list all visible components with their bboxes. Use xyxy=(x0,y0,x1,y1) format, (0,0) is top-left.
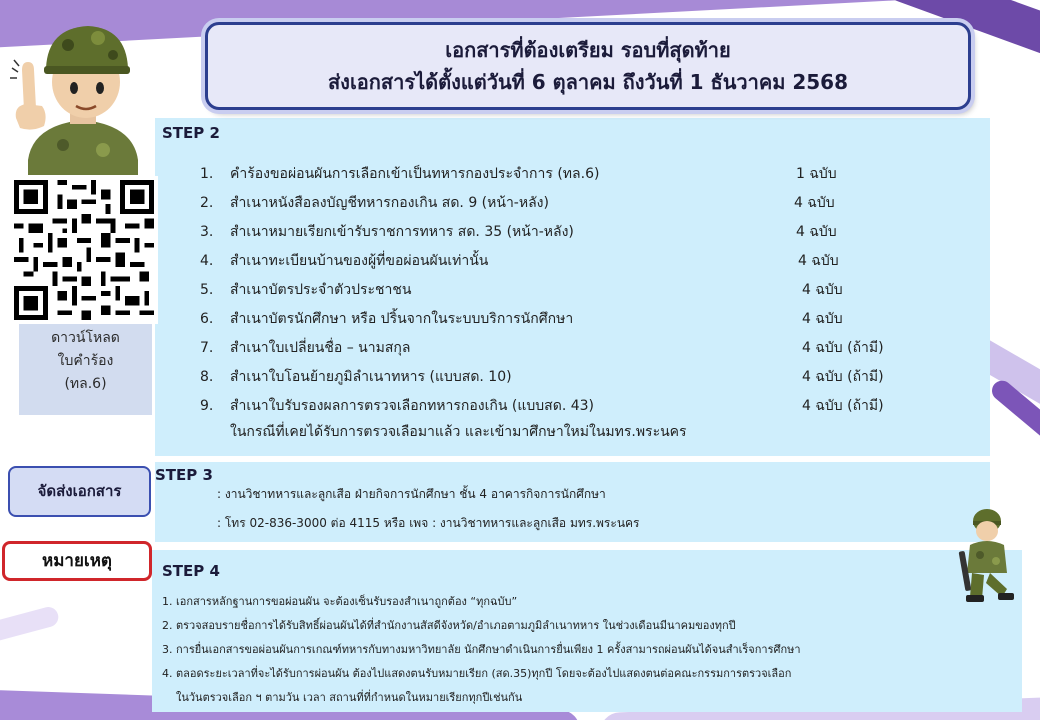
title-line-2: ส่งเอกสารได้ตั้งแต่วันที่ 6 ตุลาคม ถึงวันที่ 1 ธันวาคม 2568 xyxy=(327,70,849,94)
document-name: สำเนาบัตรประจำตัวประชาชน xyxy=(230,282,412,298)
document-name: สำเนาหมายเรียกเข้ารับราชการทหาร สด. 35 (หน้า-หลัง) xyxy=(230,224,574,240)
document-count: 4 ฉบับ (ถ้ามี) xyxy=(802,340,884,356)
step3-contact: : โทร 02-836-3000 ต่อ 4115 หรือ เพจ : งานวิชาทหารและลูกเสือ มทร.พระนคร xyxy=(217,516,640,530)
qr-label-line-1: ดาวน์โหลด xyxy=(51,330,120,346)
document-item xyxy=(200,305,960,334)
qr-download-label xyxy=(19,318,152,415)
document-number: 3. xyxy=(200,224,214,240)
document-count: 1 ฉบับ xyxy=(796,166,837,182)
document-name: สำเนาใบรับรองผลการตรวจเลือกทหารกองเกิน (แบบสด. 43) xyxy=(230,398,594,414)
title-banner xyxy=(205,22,971,110)
bg-band-left xyxy=(0,605,61,655)
required-documents-list xyxy=(200,160,960,421)
document-name: สำเนาหนังสือลงบัญชีทหารกองเกิน สด. 9 (หน้า-หลัง) xyxy=(230,195,549,211)
document-number: 9. xyxy=(200,398,214,414)
document-count: 4 ฉบับ xyxy=(802,282,843,298)
qr-code[interactable] xyxy=(10,176,158,324)
document-name: สำเนาใบโอนย้ายภูมิลำเนาทหาร (แบบสด. 10) xyxy=(230,369,512,385)
remark-item: 1. เอกสารหลักฐานการขอผ่อนผัน จะต้องเซ็นรับรองสำเนาถูกต้อง “ทุกฉบับ” xyxy=(162,595,518,608)
document-number: 7. xyxy=(200,340,214,356)
document-number: 4. xyxy=(200,253,214,269)
document-number: 2. xyxy=(200,195,214,211)
document-item xyxy=(200,392,960,421)
step3-address: : งานวิชาทหารและลูกเสือ ฝ่ายกิจการนักศึกษา ชั้น 4 อาคารกิจการนักศึกษา xyxy=(217,487,606,501)
remarks-list xyxy=(162,590,1022,710)
soldier-mascot-pointing xyxy=(8,10,158,175)
document-name: สำเนาใบเปลี่ยนชื่อ – นามสกุล xyxy=(230,340,411,356)
document-item xyxy=(200,247,960,276)
document-item xyxy=(200,334,960,363)
document-item xyxy=(200,160,960,189)
qr-label-line-3: (ทล.6) xyxy=(64,376,107,392)
send-documents-tag: จัดส่งเอกสาร xyxy=(8,466,151,517)
document-count: 4 ฉบับ xyxy=(802,311,843,327)
document-name: สำเนาทะเบียนบ้านของผู้ที่ขอผ่อนผันเท่านั้น xyxy=(230,253,489,269)
step2-note: ในกรณีที่เคยได้รับการตรวจเลือมาแล้ว และเข้ามาศึกษาใหม่ในมทร.พระนคร xyxy=(230,424,687,440)
document-count: 4 ฉบับ (ถ้ามี) xyxy=(802,398,884,414)
qr-label-line-2: ใบคำร้อง xyxy=(57,353,114,369)
remark-item: 4. ตลอดระยะเวลาที่จะได้รับการผ่อนผัน ต้องไปแสดงตนรับหมายเรียก (สด.35)ทุกปี โดยจะต้องไปแสดงตนต่อคณะกรรมการตรวจเลือก xyxy=(162,667,792,680)
document-count: 4 ฉบับ xyxy=(798,253,839,269)
document-number: 6. xyxy=(200,311,214,327)
step2-label: STEP 2 xyxy=(162,124,220,142)
document-count: 4 ฉบับ xyxy=(796,224,837,240)
document-number: 1. xyxy=(200,166,214,182)
document-item xyxy=(200,189,960,218)
document-number: 8. xyxy=(200,369,214,385)
document-name: คำร้องขอผ่อนผันการเลือกเข้าเป็นทหารกองประจำการ (ทล.6) xyxy=(230,166,600,182)
document-item xyxy=(200,218,960,247)
title-line-1: เอกสารที่ต้องเตรียม รอบที่สุดท้าย xyxy=(445,38,731,62)
qr-code-icon xyxy=(14,180,154,320)
document-name: สำเนาบัตรนักศึกษา หรือ ปริ้นจากในระบบบริการนักศึกษา xyxy=(230,311,574,327)
remarks-tag: หมายเหตุ xyxy=(2,541,152,581)
document-number: 5. xyxy=(200,282,214,298)
document-item xyxy=(200,276,960,305)
document-count: 4 ฉบับ xyxy=(794,195,835,211)
document-item xyxy=(200,363,960,392)
remark-item: 3. การยื่นเอกสารขอผ่อนผันการเกณฑ์ทหารกับทางมหาวิทยาลัย นักศึกษาดำเนินการยื่นเพียง 1 ครั้งสามารถผ่อนผันได้จนสำเร็จการศึกษา xyxy=(162,643,801,656)
remark-item: ในวันตรวจเลือก ฯ ตามวัน เวลา สถานที่ที่กำหนดในหมายเรียกทุกปีเช่นกัน xyxy=(162,691,523,704)
document-count: 4 ฉบับ (ถ้ามี) xyxy=(802,369,884,385)
soldier-mascot-kneeling xyxy=(952,505,1022,605)
step4-label: STEP 4 xyxy=(162,562,220,580)
step3-label: STEP 3 xyxy=(155,466,213,484)
remark-item: 2. ตรวจสอบรายชื่อการได้รับสิทธิ์ผ่อนผันได้ที่สำนักงานสัสดีจังหวัด/อำเภอตามภูมิลำเนาทหาร ในช่วงเดือนมีนาคมของทุกปี xyxy=(162,619,736,632)
